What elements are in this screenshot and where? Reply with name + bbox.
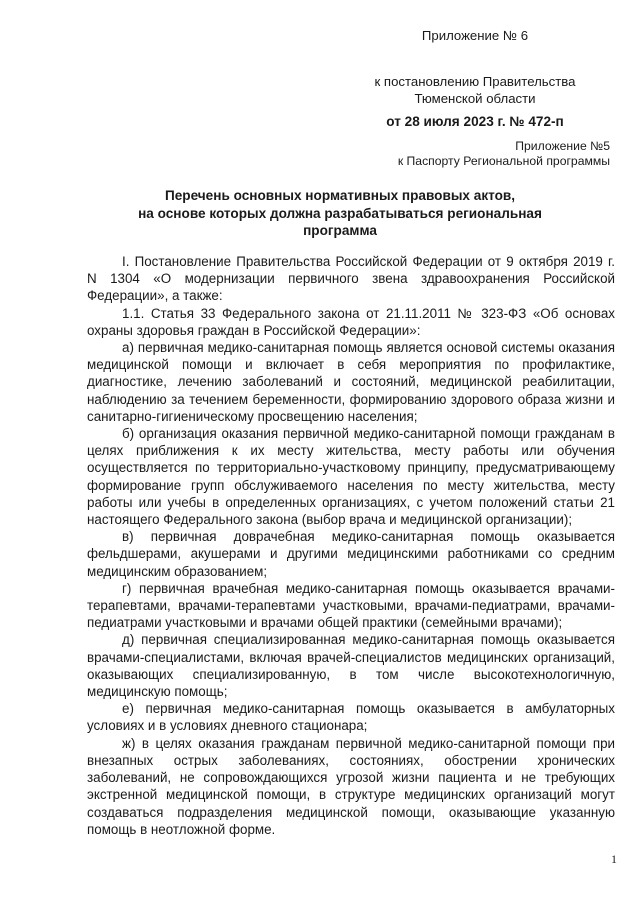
resolution-line-1: к постановлению Правительства bbox=[374, 74, 576, 89]
paragraph-1: I. Постановление Правительства Российской Федерации от 9 октября 2019 г. N 1304 «О модернизации первичного звена здравоохранения Российской Федерации», а также: bbox=[87, 254, 615, 304]
paragraph-b: б) организация оказания первичной медико-санитарной помощи гражданам в целях приближения к их месту жительства, месту работы или обучения осуществляется по территориально-участковому принципу, предусматривающему формирование групп обслуживаемого населения по месту жительства, месту работы или учебы в определенных организациях, с учетом положений статьи 21 настоящего Федерального закона (выбор врача и медицинской организации); bbox=[87, 426, 615, 528]
paragraph-1-1: 1.1. Статья 33 Федерального закона от 21.11.2011 № 323-ФЗ «Об основах охраны здоровья граждан в Российской Федерации»: bbox=[87, 305, 615, 338]
paragraph-g: г) первичная врачебная медико-санитарная помощь оказывается врачами-терапевтами, врачами-терапевтами участковыми, врачами-педиатрами, врачами-педиатрами участковыми и врачами общей практики (семейными врачами); bbox=[87, 580, 615, 631]
page-number: 1 bbox=[611, 852, 617, 866]
paragraph-a: а) первичная медико-санитарная помощь является основой системы оказания медицинской помощи и включает в себя мероприятия по профилактике, диагностике, лечению заболеваний и состояний, медицинской реабилитации, наблюдению за течением беременности, формированию здорового образа жизни и санитарно-гигиеническому просвещению населения; bbox=[87, 340, 615, 424]
sub-annex-reference: к Паспорту Региональной программы bbox=[397, 154, 610, 168]
paragraph-zh: ж) в целях оказания гражданам первичной медико-санитарной помощи при внезапных острых заболеваниях, состояниях, обострении хронических заболеваний, не сопровождающихся угрозой жизни пациента и не требующих экстренной медицинской помощи, в структуре медицинских организаций могут создаваться подразделения медицинской помощи, оказывающие указанную помощь в неотложной форме. bbox=[87, 735, 615, 837]
paragraph-v: в) первичная доврачебная медико-санитарная помощь оказывается фельдшерами, акушерами и другими медицинскими работниками со средним медицинским образованием; bbox=[87, 529, 615, 579]
resolution-date: от 28 июля 2023 г. № 472-п bbox=[386, 114, 564, 129]
document-title bbox=[130, 187, 550, 240]
title-line-3: программа bbox=[303, 223, 377, 238]
title-line-2: на основе которых должна разрабатываться региональная bbox=[138, 205, 542, 221]
resolution-line-2: Тюменской области bbox=[414, 91, 536, 106]
paragraph-e: е) первичная медико-санитарная помощь оказывается в амбулаторных условиях и в условиях дневного стационара; bbox=[87, 701, 615, 734]
annex-number: Приложение № 6 bbox=[421, 28, 529, 43]
document-body bbox=[87, 253, 615, 838]
paragraph-d: д) первичная специализированная медико-санитарная помощь оказывается врачами-специалистами, включая врачей-специалистов медицинских организаций, оказывающих специализированную, в том числе высокотехнологичную, медицинскую помощь; bbox=[87, 632, 615, 700]
sub-annex: Приложение №5 bbox=[515, 139, 610, 153]
title-line-1: Перечень основных нормативных правовых актов, bbox=[164, 188, 516, 203]
